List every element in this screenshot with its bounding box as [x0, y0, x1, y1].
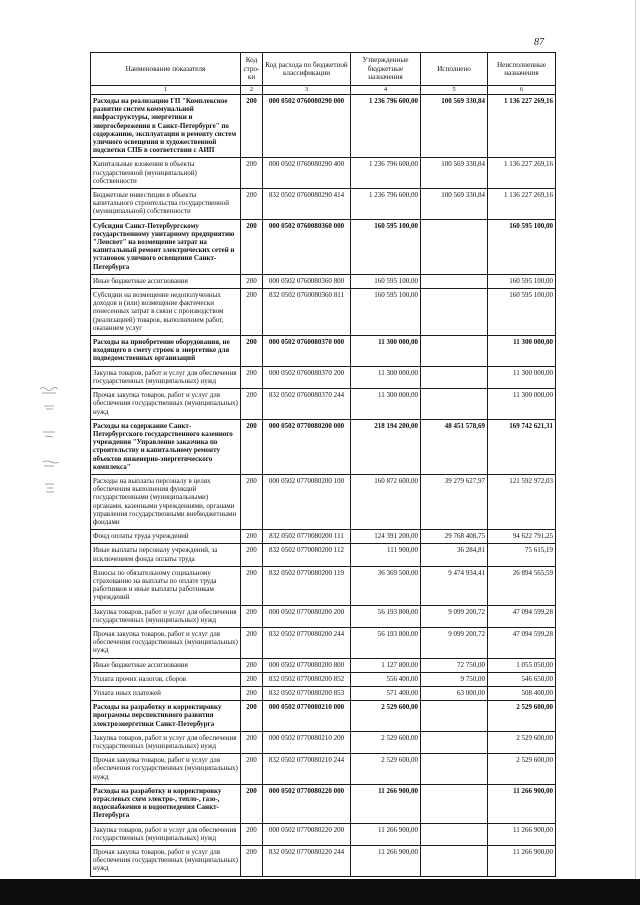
- cell-unexecuted: 47 094 599,28: [488, 627, 556, 658]
- cell-approved: 56 193 800,00: [351, 627, 421, 658]
- cell-indicator-name: Иные выплаты персоналу учреждений, за исключением фонда оплаты труда: [91, 544, 241, 566]
- cell-budget-code: 832 0502 0770080210 244: [263, 754, 351, 785]
- cell-executed: [421, 274, 488, 288]
- table-row: [91, 419, 556, 474]
- cell-indicator-name: Субсидии на возмещение недополученных доходов и (или) возмещение фактически понесенных затрат в связи с производством (реализацией) товаров, выполнением работ, оказанием услуг: [91, 289, 241, 336]
- page-number: 87: [534, 37, 544, 48]
- cell-indicator-name: Закупка товаров, работ и услуг для обеспечения государственных (муниципальных) нужд: [91, 605, 241, 627]
- cell-indicator-name: Расходы на содержание Санкт-Петербургского государственного казенного учреждения "Управление заказчика по строительству и капитальному ремонту объектов инженерно-энергетического комплекса": [91, 419, 241, 474]
- cell-budget-code: 832 0502 0770080200 111: [263, 530, 351, 544]
- table-row: [91, 474, 556, 529]
- table-row: [91, 823, 556, 845]
- cell-indicator-name: Закупка товаров, работ и услуг для обеспечения государственных (муниципальных) нужд: [91, 366, 241, 388]
- cell-budget-code: 832 0502 0770080200 244: [263, 627, 351, 658]
- cell-indicator-name: Прочая закупка товаров, работ и услуг для обеспечения государственных (муниципальных) нужд: [91, 627, 241, 658]
- column-number: 2: [241, 86, 263, 95]
- cell-approved: 160 872 600,00: [351, 474, 421, 529]
- cell-unexecuted: 94 622 791,25: [488, 530, 556, 544]
- table-row: [91, 605, 556, 627]
- table-row: [91, 701, 556, 732]
- cell-budget-code: 832 0502 0770080200 112: [263, 544, 351, 566]
- cell-executed: 100 569 330,84: [421, 189, 488, 220]
- cell-executed: [421, 823, 488, 845]
- cell-indicator-name: Расходы на разработку и корректировку отраслевых схем электро-, тепло-, газо-, водоснабжения и водоотведения Санкт-Петербурга: [91, 784, 241, 823]
- cell-unexecuted: 26 894 565,59: [488, 566, 556, 605]
- cell-indicator-name: Бюджетные инвестиции в объекты капитального строительства государственной (муниципальной) собственности: [91, 189, 241, 220]
- table-row: [91, 289, 556, 336]
- cell-approved: 2 529 600,00: [351, 731, 421, 753]
- cell-approved: 1 236 796 600,00: [351, 158, 421, 189]
- cell-unexecuted: 2 529 600,00: [488, 754, 556, 785]
- cell-unexecuted: 1 136 227 269,16: [488, 158, 556, 189]
- cell-executed: [421, 754, 488, 785]
- cell-executed: [421, 219, 488, 274]
- cell-approved: 2 529 600,00: [351, 701, 421, 732]
- cell-approved: 160 595 100,00: [351, 289, 421, 336]
- cell-line-code: 200: [241, 566, 263, 605]
- cell-indicator-name: Прочая закупка товаров, работ и услуг для обеспечения государственных (муниципальных) нужд: [91, 389, 241, 420]
- cell-executed: 9 750,00: [421, 672, 488, 686]
- cell-indicator-name: Уплата иных платежей: [91, 686, 241, 700]
- table-row: [91, 784, 556, 823]
- table-row: [91, 274, 556, 288]
- cell-approved: 56 193 800,00: [351, 605, 421, 627]
- cell-budget-code: 832 0502 0760080290 414: [263, 189, 351, 220]
- cell-executed: [421, 701, 488, 732]
- cell-unexecuted: 169 742 621,31: [488, 419, 556, 474]
- cell-unexecuted: 160 595 100,00: [488, 274, 556, 288]
- cell-budget-code: 000 0502 0770080200 000: [263, 419, 351, 474]
- cell-indicator-name: Прочая закупка товаров, работ и услуг для обеспечения государственных (муниципальных) нужд: [91, 754, 241, 785]
- table-row: [91, 389, 556, 420]
- cell-line-code: 200: [241, 731, 263, 753]
- cell-budget-code: 832 0502 0760080360 811: [263, 289, 351, 336]
- cell-executed: 100 569 330,84: [421, 158, 488, 189]
- cell-executed: [421, 289, 488, 336]
- cell-line-code: 200: [241, 530, 263, 544]
- cell-approved: 1 236 796 600,00: [351, 95, 421, 158]
- table-row: [91, 754, 556, 785]
- cell-unexecuted: 11 266 900,00: [488, 846, 556, 877]
- cell-approved: 11 266 900,00: [351, 784, 421, 823]
- cell-unexecuted: 11 300 000,00: [488, 389, 556, 420]
- cell-approved: 36 369 500,00: [351, 566, 421, 605]
- cell-approved: 11 266 900,00: [351, 846, 421, 877]
- cell-indicator-name: Капитальные вложения в объекты государственной (муниципальной) собственности: [91, 158, 241, 189]
- column-number: 6: [488, 86, 556, 95]
- table-row: [91, 846, 556, 877]
- cell-indicator-name: Иные бюджетные ассигнования: [91, 274, 241, 288]
- scan-bottom-edge: [0, 879, 640, 905]
- table-row: [91, 189, 556, 220]
- cell-budget-code: 000 0502 0770080220 000: [263, 784, 351, 823]
- cell-unexecuted: 508 400,00: [488, 686, 556, 700]
- table-row: [91, 566, 556, 605]
- table-body: [91, 95, 556, 877]
- cell-indicator-name: Фонд оплаты труда учреждений: [91, 530, 241, 544]
- cell-executed: 29 768 408,75: [421, 530, 488, 544]
- cell-unexecuted: 2 529 600,00: [488, 731, 556, 753]
- table-row: [91, 627, 556, 658]
- column-number: 5: [421, 86, 488, 95]
- cell-line-code: 200: [241, 686, 263, 700]
- header-approved: Утвержденные бюджетные назначения: [351, 53, 421, 86]
- cell-executed: [421, 784, 488, 823]
- cell-unexecuted: 1 055 050,00: [488, 658, 556, 672]
- cell-unexecuted: 160 595 100,00: [488, 219, 556, 274]
- column-number-row: [91, 86, 556, 95]
- cell-approved: 160 595 100,00: [351, 219, 421, 274]
- cell-budget-code: 832 0502 0770080200 119: [263, 566, 351, 605]
- cell-indicator-name: Расходы на приобретение оборудования, не входящего в смету строек в энергетике для подведомственных организаций: [91, 336, 241, 367]
- cell-line-code: 200: [241, 627, 263, 658]
- cell-executed: 9 099 200,72: [421, 605, 488, 627]
- cell-approved: 218 194 200,00: [351, 419, 421, 474]
- cell-indicator-name: Иные бюджетные ассигнования: [91, 658, 241, 672]
- cell-unexecuted: 160 595 100,00: [488, 289, 556, 336]
- header-row: [91, 53, 556, 86]
- cell-executed: 100 569 330,84: [421, 95, 488, 158]
- cell-line-code: 200: [241, 158, 263, 189]
- cell-line-code: 200: [241, 419, 263, 474]
- cell-line-code: 200: [241, 95, 263, 158]
- cell-unexecuted: 47 094 599,28: [488, 605, 556, 627]
- cell-approved: 11 300 000,00: [351, 336, 421, 367]
- cell-budget-code: 832 0502 0770080200 852: [263, 672, 351, 686]
- cell-indicator-name: Закупка товаров, работ и услуг для обеспечения государственных (муниципальных) нужд: [91, 823, 241, 845]
- cell-executed: 48 451 578,69: [421, 419, 488, 474]
- table-row: [91, 731, 556, 753]
- cell-budget-code: 000 0502 0770080200 200: [263, 605, 351, 627]
- cell-indicator-name: Прочая закупка товаров, работ и услуг для обеспечения государственных (муниципальных) нужд: [91, 846, 241, 877]
- cell-line-code: 200: [241, 701, 263, 732]
- cell-budget-code: 000 0502 0760080360 000: [263, 219, 351, 274]
- header-unexecuted: Неисполненные назначения: [488, 53, 556, 86]
- cell-budget-code: 000 0502 0760080290 000: [263, 95, 351, 158]
- cell-budget-code: 000 0502 0770080220 200: [263, 823, 351, 845]
- cell-unexecuted: 1 136 227 269,16: [488, 95, 556, 158]
- cell-approved: 1 236 796 600,00: [351, 189, 421, 220]
- cell-line-code: 200: [241, 605, 263, 627]
- cell-budget-code: 000 0502 0760080290 400: [263, 158, 351, 189]
- cell-budget-code: 832 0502 0770080200 853: [263, 686, 351, 700]
- table-row: [91, 530, 556, 544]
- cell-unexecuted: 11 266 900,00: [488, 784, 556, 823]
- column-number: 4: [351, 86, 421, 95]
- cell-indicator-name: Расходы на разработку и корректировку программы перспективного развития электроэнергетики Санкт-Петербурга: [91, 701, 241, 732]
- cell-executed: 72 750,00: [421, 658, 488, 672]
- budget-execution-table: [90, 52, 556, 877]
- cell-executed: [421, 731, 488, 753]
- header-indicator-name: Наименование показателя: [91, 53, 241, 86]
- cell-indicator-name: Расходы на реализацию ГП "Комплексное развитие систем коммунальной инфраструктуры, энергетики и энергосбережения в Санкт-Петербурге" по содержанию, эксплуатации и ремонту систем уличного освещения и художественной подсветки СПБ в соответствии с АИП: [91, 95, 241, 158]
- cell-line-code: 200: [241, 823, 263, 845]
- table-row: [91, 544, 556, 566]
- cell-approved: 11 266 900,00: [351, 823, 421, 845]
- cell-executed: [421, 336, 488, 367]
- cell-executed: 9 099 200,72: [421, 627, 488, 658]
- cell-budget-code: 000 0502 0760080370 200: [263, 366, 351, 388]
- scan-right-edge: [635, 0, 636, 879]
- cell-executed: [421, 366, 488, 388]
- cell-approved: 1 127 800,00: [351, 658, 421, 672]
- cell-approved: 160 595 100,00: [351, 274, 421, 288]
- cell-unexecuted: 75 615,19: [488, 544, 556, 566]
- table-row: [91, 672, 556, 686]
- cell-indicator-name: Субсидия Санкт-Петербургскому государственному унитарному предприятию "Ленсвет" на возмещение затрат на капитальный ремонт электрических сетей и установок уличного освещения Санкт-Петербурга: [91, 219, 241, 274]
- cell-budget-code: 000 0502 0770080210 000: [263, 701, 351, 732]
- header-line-code: Код стро- ки: [241, 53, 263, 86]
- cell-indicator-name: Взносы по обязательному социальному страхованию на выплаты по оплате труда работников и иные выплаты работникам учреждений: [91, 566, 241, 605]
- cell-line-code: 200: [241, 754, 263, 785]
- cell-line-code: 200: [241, 672, 263, 686]
- cell-executed: 9 474 934,41: [421, 566, 488, 605]
- cell-executed: [421, 389, 488, 420]
- cell-unexecuted: 121 592 972,03: [488, 474, 556, 529]
- table-row: [91, 366, 556, 388]
- cell-executed: 63 000,00: [421, 686, 488, 700]
- cell-line-code: 200: [241, 219, 263, 274]
- cell-unexecuted: 11 266 900,00: [488, 823, 556, 845]
- cell-line-code: 200: [241, 389, 263, 420]
- cell-budget-code: 000 0502 0770080200 100: [263, 474, 351, 529]
- cell-budget-code: 000 0502 0760080370 000: [263, 336, 351, 367]
- cell-indicator-name: Расходы на выплаты персоналу в целях обеспечения выполнения функций государственными (муниципальными) органами, казенными учреждениями, органами управления государственными внебюджетными фондами: [91, 474, 241, 529]
- cell-indicator-name: Уплата прочих налогов, сборов: [91, 672, 241, 686]
- cell-line-code: 200: [241, 274, 263, 288]
- table-row: [91, 95, 556, 158]
- cell-line-code: 200: [241, 189, 263, 220]
- cell-unexecuted: 2 529 600,00: [488, 701, 556, 732]
- cell-executed: 39 279 627,97: [421, 474, 488, 529]
- table-row: [91, 686, 556, 700]
- table-row: [91, 158, 556, 189]
- cell-line-code: 200: [241, 366, 263, 388]
- cell-unexecuted: 1 136 227 269,16: [488, 189, 556, 220]
- cell-line-code: 200: [241, 336, 263, 367]
- cell-line-code: 200: [241, 474, 263, 529]
- cell-budget-code: 832 0502 0770080220 244: [263, 846, 351, 877]
- cell-budget-code: 832 0502 0760080370 244: [263, 389, 351, 420]
- table-row: [91, 658, 556, 672]
- cell-line-code: 200: [241, 846, 263, 877]
- cell-line-code: 200: [241, 544, 263, 566]
- cell-unexecuted: 11 300 000,00: [488, 366, 556, 388]
- column-number: 3: [263, 86, 351, 95]
- cell-budget-code: 000 0502 0760080360 800: [263, 274, 351, 288]
- cell-approved: 2 529 600,00: [351, 754, 421, 785]
- margin-scan-marks: [34, 384, 68, 504]
- table-row: [91, 336, 556, 367]
- cell-approved: 11 300 000,00: [351, 366, 421, 388]
- column-number: 1: [91, 86, 241, 95]
- cell-unexecuted: 546 650,00: [488, 672, 556, 686]
- cell-line-code: 200: [241, 784, 263, 823]
- cell-approved: 556 400,00: [351, 672, 421, 686]
- cell-approved: 124 391 200,00: [351, 530, 421, 544]
- table-row: [91, 219, 556, 274]
- header-executed: Исполнено: [421, 53, 488, 86]
- cell-executed: 36 284,81: [421, 544, 488, 566]
- cell-executed: [421, 846, 488, 877]
- cell-line-code: 200: [241, 658, 263, 672]
- cell-indicator-name: Закупка товаров, работ и услуг для обеспечения государственных (муниципальных) нужд: [91, 731, 241, 753]
- cell-approved: 11 300 000,00: [351, 389, 421, 420]
- cell-line-code: 200: [241, 289, 263, 336]
- cell-unexecuted: 11 300 000,00: [488, 336, 556, 367]
- cell-approved: 571 400,00: [351, 686, 421, 700]
- cell-approved: 111 900,00: [351, 544, 421, 566]
- cell-budget-code: 000 0502 0770080200 800: [263, 658, 351, 672]
- cell-budget-code: 000 0502 0770080210 200: [263, 731, 351, 753]
- table-header: [91, 53, 556, 95]
- header-budget-code: Код расхода по бюджетной классификации: [263, 53, 351, 86]
